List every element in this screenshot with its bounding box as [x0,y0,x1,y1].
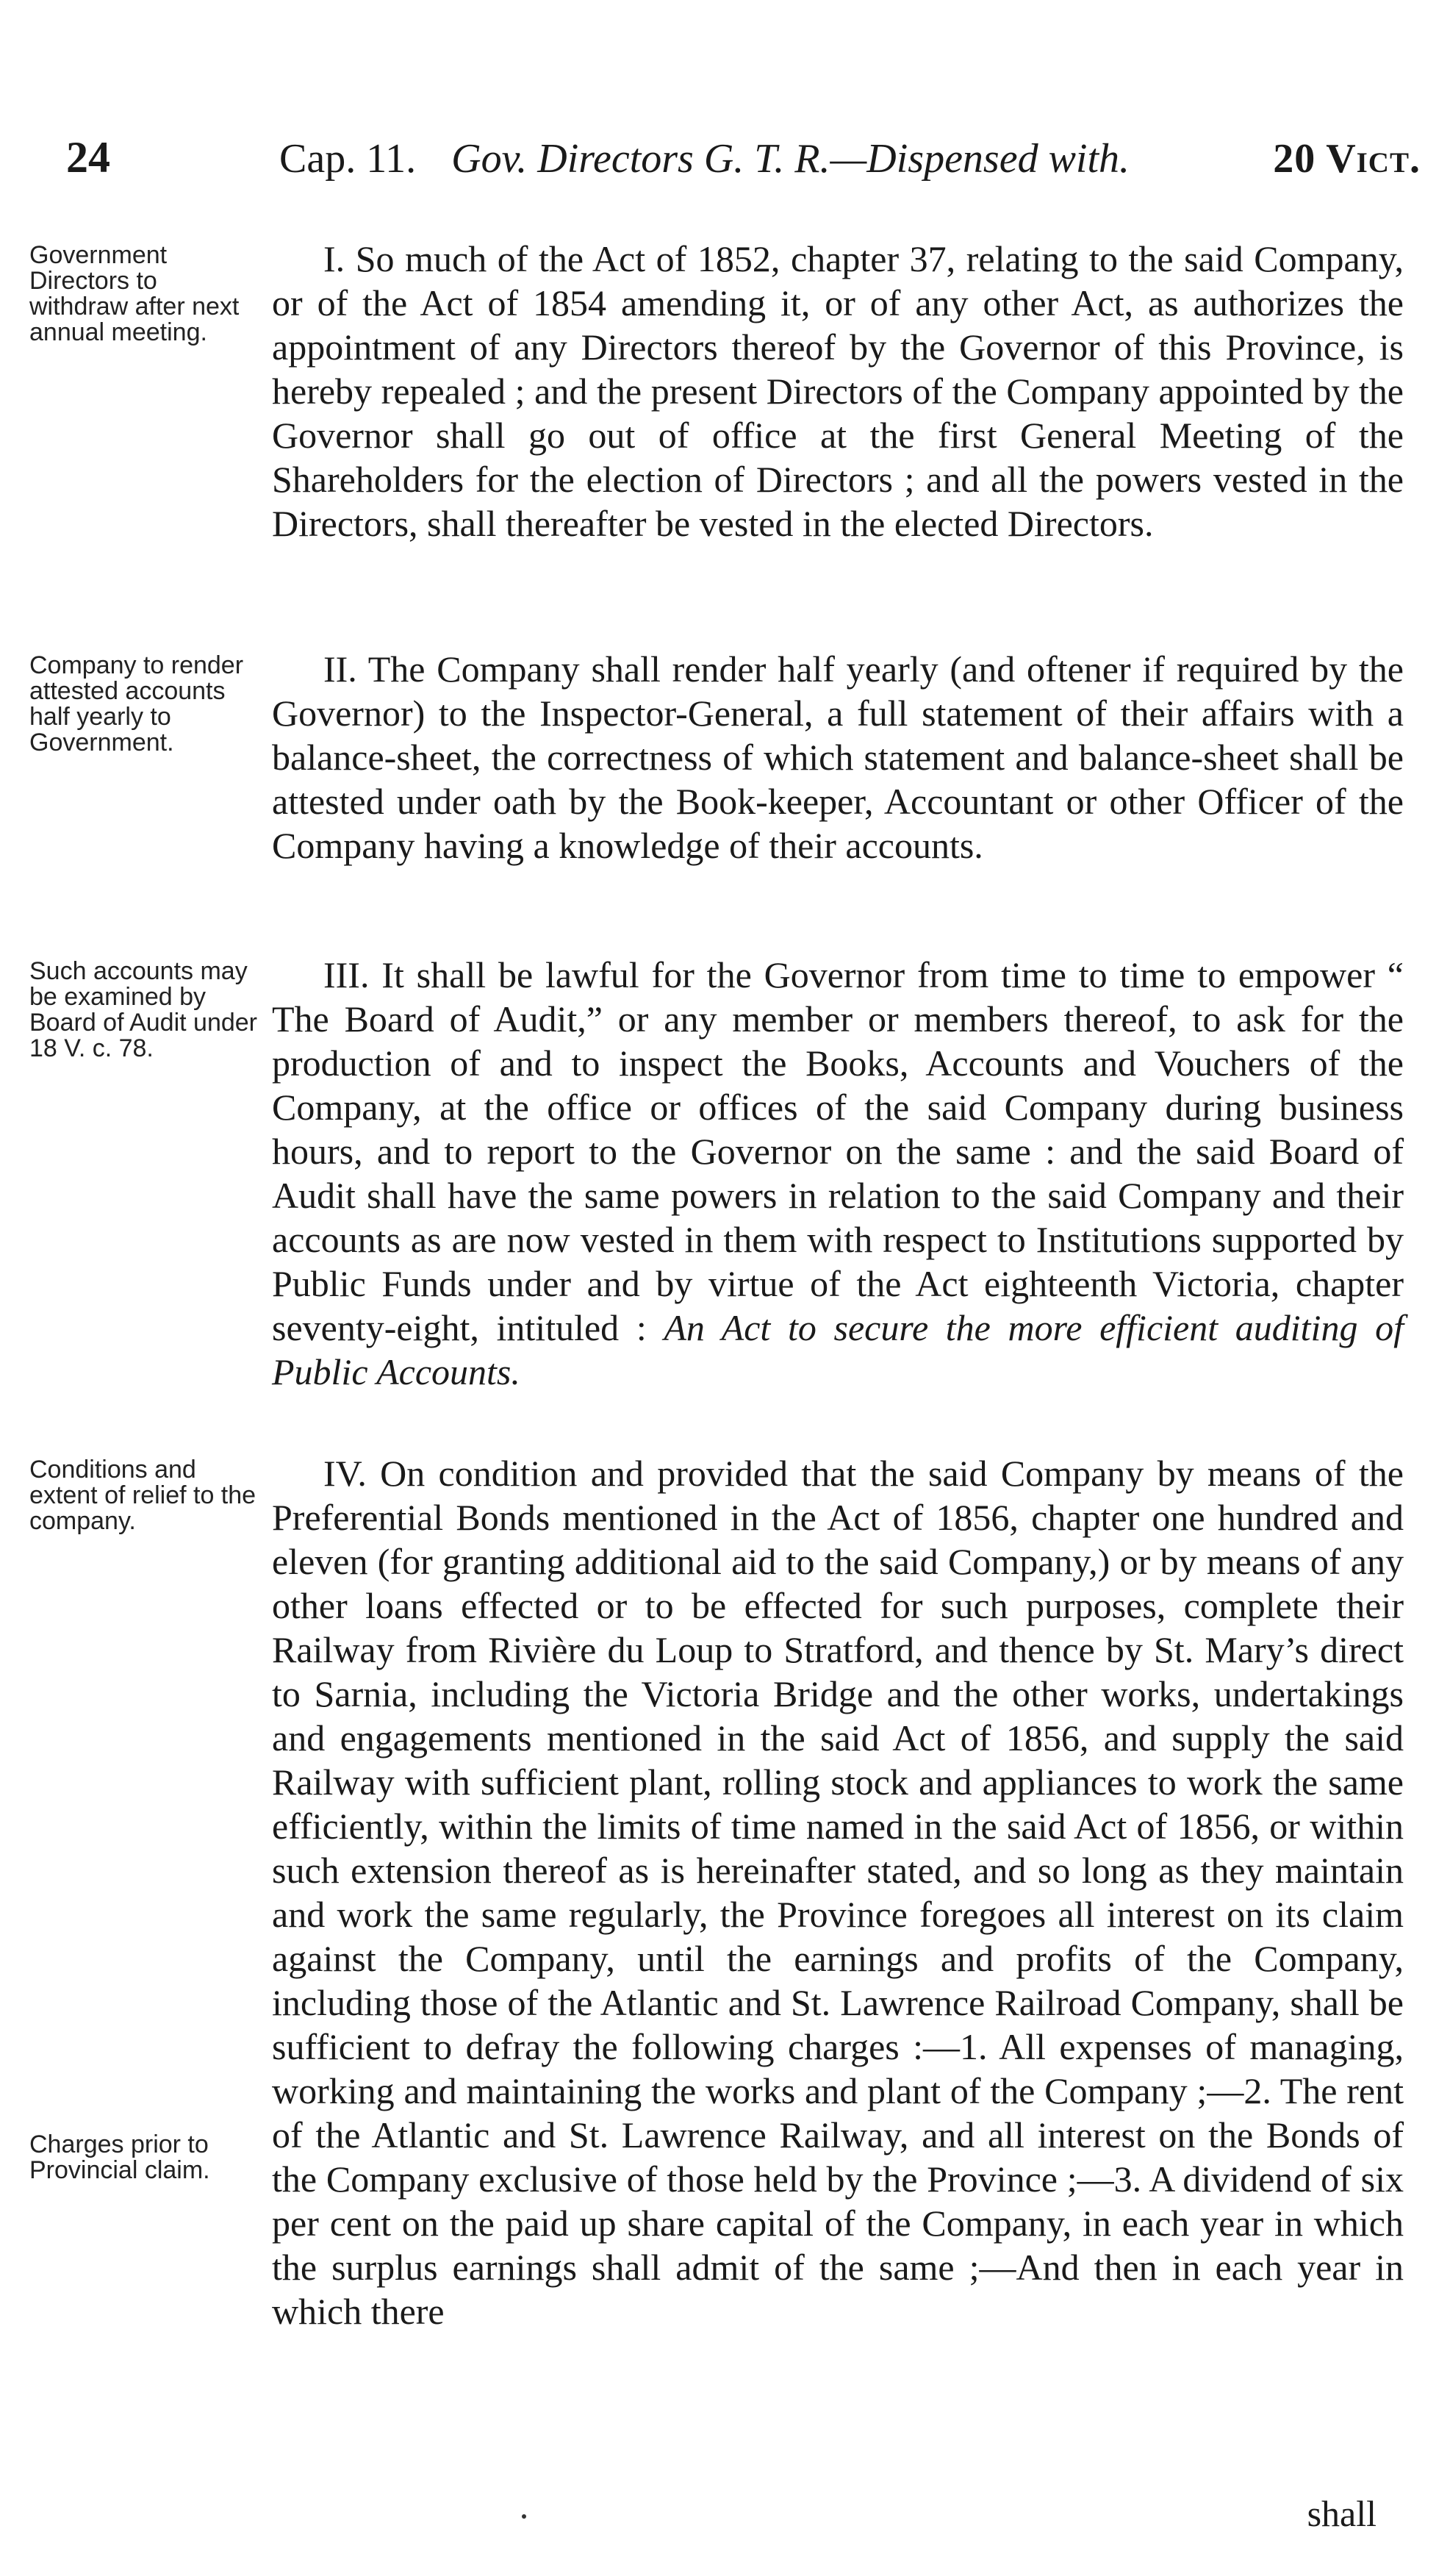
running-title: Gov. Directors G. T. R.—Dispensed with. [451,136,1130,182]
section-1-text: I. So much of the Act of 1852, chapter 37, relating to the said Company, or of the Act of 1854 amending it, or of any other Act, as authorizes the appointment of any Directors thereof by the Governor of this Province, is hereby repealed ; and the present Directors of the Company appointed by the Governor shall go out of office at the first General Meeting of the Shareholders for the election of Directors ; and all the powers vested in the Directors, shall thereafter be vested in the elected Directors. [272,238,1404,544]
section-2-text: II. The Company shall render half yearly (and oftener if required by the Governor) to the Inspector-General, a full statement of their affairs with a balance-sheet, the correctness of which statement and balance-sheet shall be attested under oath by the Book-keeper, Accountant or other Officer of the Company having a knowledge of their accounts. [272,648,1404,866]
page-speck [522,2514,526,2519]
chapter-label: Cap. 11. [279,136,417,182]
year-label: 20 Vict. [1273,136,1421,182]
catchword: shall [1307,2493,1377,2534]
section-3-text [272,953,1404,1394]
margin-note-3: Such accounts may be examined by Board of Audit under 18 V. c. 78. [29,957,258,1062]
section-3-main-text: III. It shall be lawful for the Governor from time to time to empower “ The Board of Audit,” or any member or members thereof, to ask for the production of and to inspect the Books, Accounts and Vouchers of the Company, at the office or offices of the said Company during business hours, and to report to the Governor on the same : and the said Board of Audit shall have the same powers in relation to the said Company and their accounts as are now vested in them with respect to Institutions supported by Public Funds under and by virtue of the Act eighteenth Victoria, chapter seventy-eight, intituled : [272,954,1404,1348]
section-3-act-title: An Act to secure the more efficient auditing of Public Accounts. [272,1307,1404,1392]
margin-note-1: Government Directors to withdraw after next annual meeting. [29,241,240,346]
section-4-text: IV. On condition and provided that the said Company by means of the Preferential Bonds mentioned in the Act of 1856, chapter one hundred and eleven (for granting additional aid to the said Company,) or by means of any other loans effected or to be effected for such purposes, complete their Railway from Rivière du Loup to Stratford, and thence by St. Mary’s direct to Sarnia, including the Victoria Bridge and the other works, undertakings and engagements mentioned in the said Act of 1856, and supply the said Railway with sufficient plant, rolling stock and appliances to work the same efficiently, within the limits of time named in the said Act of 1856, or within such extension thereof as is hereinafter stated, and so long as they maintain and work the same regularly, the Province foregoes all interest on its claim against the Company, until the earnings and profits of the Company, including those of the Atlantic and St. Lawrence Railroad Company, shall be sufficient to defray the following charges :—1. All expenses of managing, working and maintaining the works and plant of the Company ;—2. The rent of the Atlantic and St. Lawrence Railway, and all interest on the Bonds of the Company exclusive of those held by the Province ;—3. A dividend of six per cent on the paid up share capital of the Company, in each year in which the surplus earnings shall admit of the same ;—And then in each year in which there [272,1453,1404,2332]
margin-note-5: Charges prior to Provincial claim. [29,2130,210,2184]
margin-note-2: Company to render attested accounts half yearly to Government. [29,651,244,756]
page-number: 24 [66,133,110,182]
running-head [66,132,1421,198]
margin-note-4: Conditions and extent of relief to the company. [29,1456,256,1535]
